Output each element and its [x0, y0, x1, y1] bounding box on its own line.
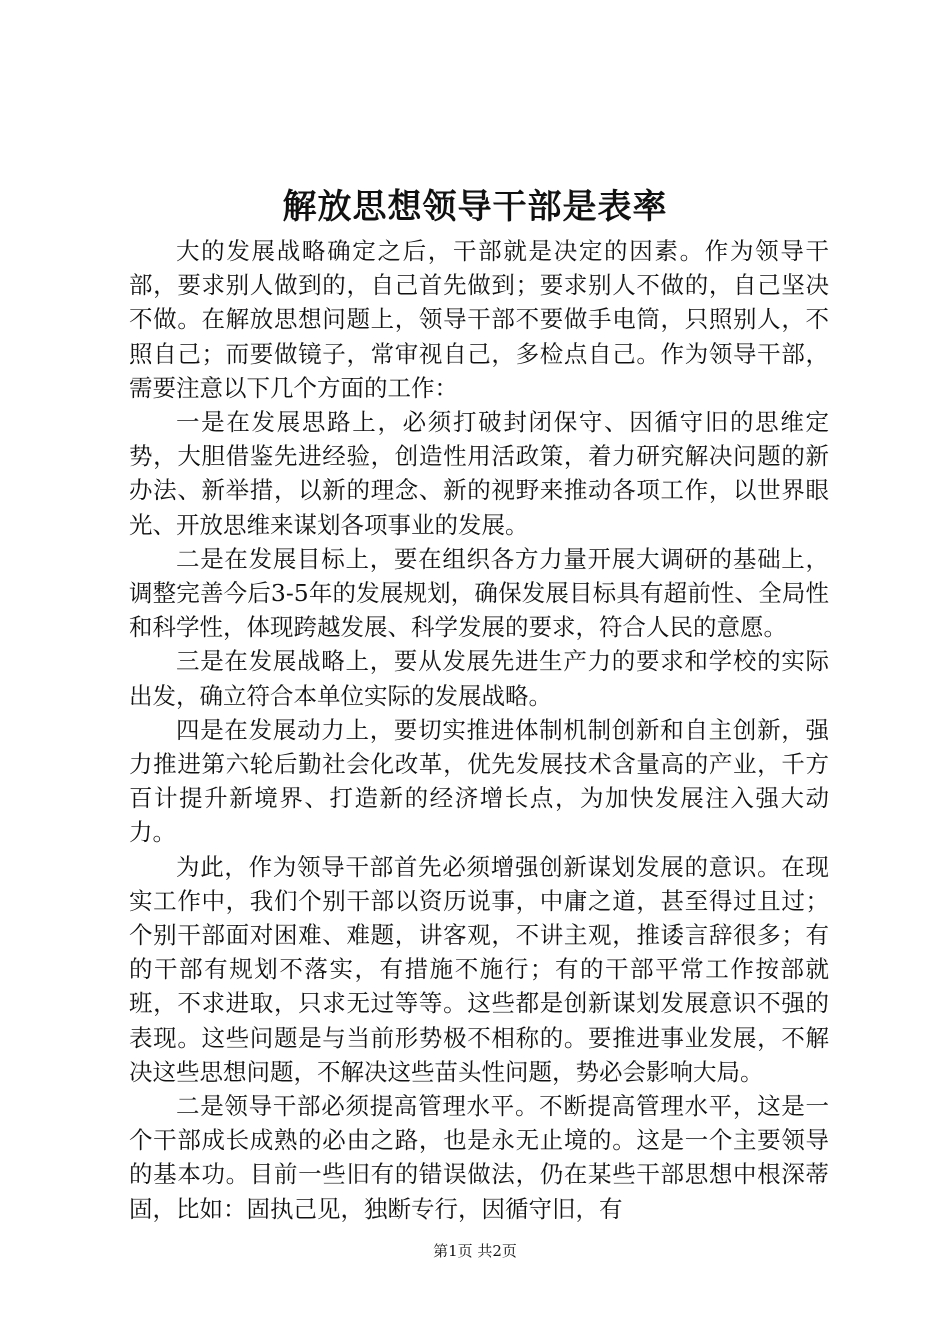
paragraph-point-one: 一是在发展思路上，必须打破封闭保守、因循守旧的思维定势，大胆借鉴先进经验，创造性用活政策，着力研究解决问题的新办法、新举措，以新的理念、新的视野来推动各项工作，以世界眼光、开放思维来谋划各项事业的发展。 [129, 408, 829, 539]
paragraph-point-three: 三是在发展战略上，要从发展先进生产力的要求和学校的实际出发，确立符合本单位实际的发展战略。 [129, 647, 829, 710]
paragraph-management-level: 二是领导干部必须提高管理水平。不断提高管理水平，这是一个干部成长成熟的必由之路，也是永无止境的。这是一个主要领导的基本功。目前一些旧有的错误做法，仍在某些干部思想中根深蒂固，比如：固执己见，独断专行，因循守旧，有 [129, 1092, 829, 1223]
document-body [129, 234, 829, 1226]
paragraph-point-two: 二是在发展目标上，要在组织各方力量开展大调研的基础上，调整完善今后3-5年的发展规划，确保发展目标具有超前性、全局性和科学性，体现跨越发展、科学发展的要求，符合人民的意愿。 [129, 544, 829, 642]
paragraph-point-four: 四是在发展动力上，要切实推进体制机制创新和自主创新，强力推进第六轮后勤社会化改革，优先发展技术含量高的产业，千方百计提升新境界、打造新的经济增长点，为加快发展注入强大动力。 [129, 715, 829, 847]
paragraph-intro: 大的发展战略确定之后，干部就是决定的因素。作为领导干部，要求别人做到的，自己首先做到；要求别人不做的，自己坚决不做。在解放思想问题上，领导干部不要做手电筒，只照别人，不照自己；而要做镜子，常审视自己，多检点自己。作为领导干部，需要注意以下几个方面的工作： [129, 237, 829, 402]
document-title: 解放思想领导干部是表率 [282, 187, 668, 227]
paragraph-innovation-awareness: 为此，作为领导干部首先必须增强创新谋划发展的意识。在现实工作中，我们个别干部以资历说事，中庸之道，甚至得过且过；个别干部面对困难、难题，讲客观，不讲主观，推诿言辞很多；有的干部有规划不落实，有措施不施行；有的干部平常工作按部就班，不求进取，只求无过等等。这些都是创新谋划发展意识不强的表现。这些问题是与当前形势极不相称的。要推进事业发展，不解决这些思想问题，不解决这些苗头性问题，势必会影响大局。 [129, 852, 829, 1086]
page-footer: 第1页 共2页 [433, 1242, 517, 1260]
